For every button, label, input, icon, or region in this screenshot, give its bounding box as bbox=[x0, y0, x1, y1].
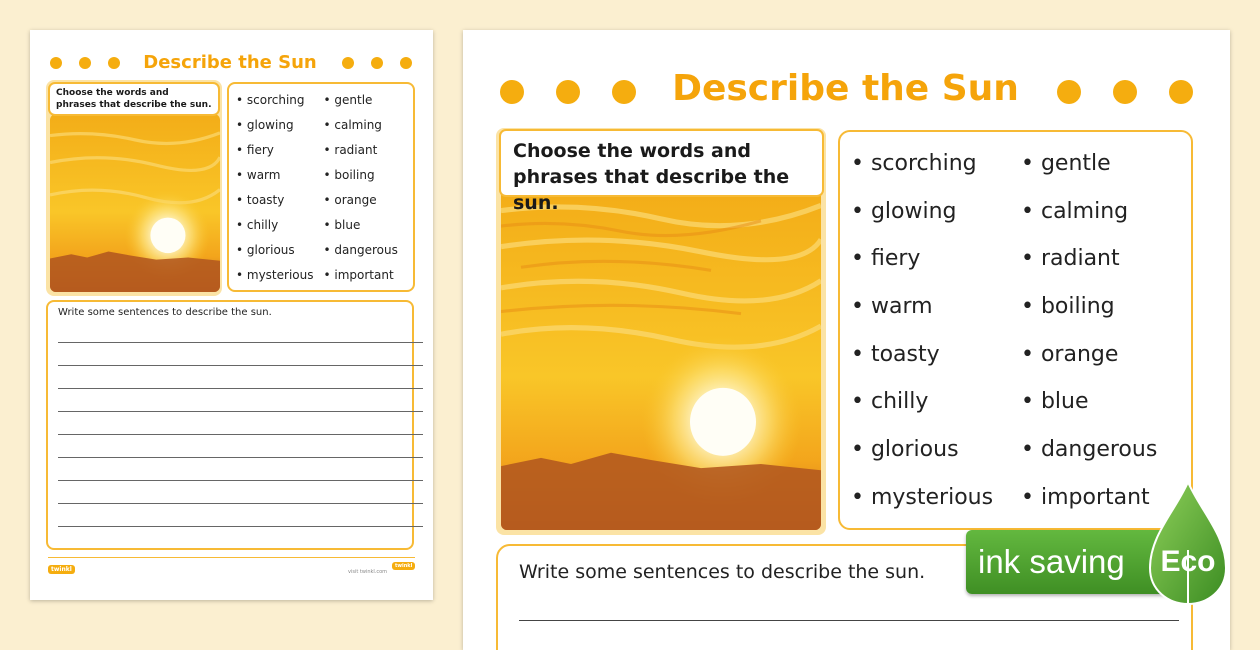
eco-label: Eco bbox=[1160, 545, 1216, 578]
footer-divider bbox=[48, 557, 415, 558]
word-option: • mysterious bbox=[236, 268, 314, 282]
title-dot bbox=[556, 80, 580, 104]
word-option: • important bbox=[323, 268, 394, 282]
word-option: • chilly bbox=[851, 389, 929, 415]
footer-url[interactable]: visit twinkl.com bbox=[348, 569, 388, 575]
word-option: • glorious bbox=[851, 437, 959, 463]
instruction-box: Choose the words and phrases that describe the sun. bbox=[499, 129, 824, 197]
worksheet-title: Describe the Sun bbox=[143, 52, 317, 73]
sun-photo bbox=[50, 114, 220, 292]
word-option: • toasty bbox=[851, 341, 940, 367]
word-option: • blue bbox=[1021, 389, 1089, 415]
word-option: • boiling bbox=[323, 168, 375, 182]
word-option: • gentle bbox=[323, 93, 373, 107]
title-dot bbox=[1057, 80, 1081, 104]
word-option: • dangerous bbox=[1021, 437, 1158, 463]
word-option: • glowing bbox=[851, 198, 957, 224]
word-option: • warm bbox=[236, 168, 281, 182]
word-option: • important bbox=[1021, 484, 1150, 510]
word-option: • radiant bbox=[323, 143, 378, 157]
title-dot bbox=[50, 57, 62, 69]
word-option: • fiery bbox=[236, 143, 274, 157]
twinkl-logo: twinkl bbox=[48, 565, 75, 574]
word-option: • radiant bbox=[1021, 246, 1120, 272]
title-dot bbox=[79, 57, 91, 69]
word-option: • calming bbox=[323, 118, 382, 132]
title-dot bbox=[342, 57, 354, 69]
word-option: • mysterious bbox=[851, 484, 994, 510]
word-option: • calming bbox=[1021, 198, 1129, 224]
word-option: • orange bbox=[1021, 341, 1119, 367]
word-option: • chilly bbox=[236, 218, 279, 232]
title-dot bbox=[612, 80, 636, 104]
writing-lines bbox=[58, 320, 423, 540]
word-option: • orange bbox=[323, 193, 377, 207]
word-option: • boiling bbox=[1021, 294, 1115, 320]
word-bank bbox=[851, 140, 1191, 522]
instruction-box: Choose the words and phrases that describe the sun. bbox=[48, 82, 220, 116]
ink-saving-eco-badge bbox=[966, 530, 1236, 600]
title-dot bbox=[1113, 80, 1137, 104]
worksheet-title: Describe the Sun bbox=[672, 68, 1019, 109]
word-option: • fiery bbox=[851, 246, 921, 272]
title-dot bbox=[108, 57, 120, 69]
word-option: • glowing bbox=[236, 118, 294, 132]
word-option: • toasty bbox=[236, 193, 285, 207]
title-dot bbox=[400, 57, 412, 69]
word-option: • gentle bbox=[1021, 151, 1111, 176]
word-option: • scorching bbox=[851, 151, 977, 176]
word-bank bbox=[236, 88, 411, 288]
word-option: • warm bbox=[851, 294, 933, 320]
word-option: • glorious bbox=[236, 243, 295, 257]
writing-prompt: Write some sentences to describe the sun. bbox=[58, 307, 272, 318]
title-dot bbox=[371, 57, 383, 69]
worksheet-thumbnail[interactable] bbox=[30, 30, 433, 600]
ink-saving-label: ink saving bbox=[966, 530, 1168, 594]
title-dot bbox=[500, 80, 524, 104]
word-option: • blue bbox=[323, 218, 361, 232]
writing-prompt: Write some sentences to describe the sun. bbox=[519, 561, 926, 583]
word-option: • dangerous bbox=[323, 243, 398, 257]
title-dot bbox=[1169, 80, 1193, 104]
word-option: • scorching bbox=[236, 93, 305, 107]
twinkl-badge: twinkl bbox=[392, 562, 415, 570]
sun-photo bbox=[501, 190, 821, 530]
writing-line bbox=[519, 620, 1179, 621]
